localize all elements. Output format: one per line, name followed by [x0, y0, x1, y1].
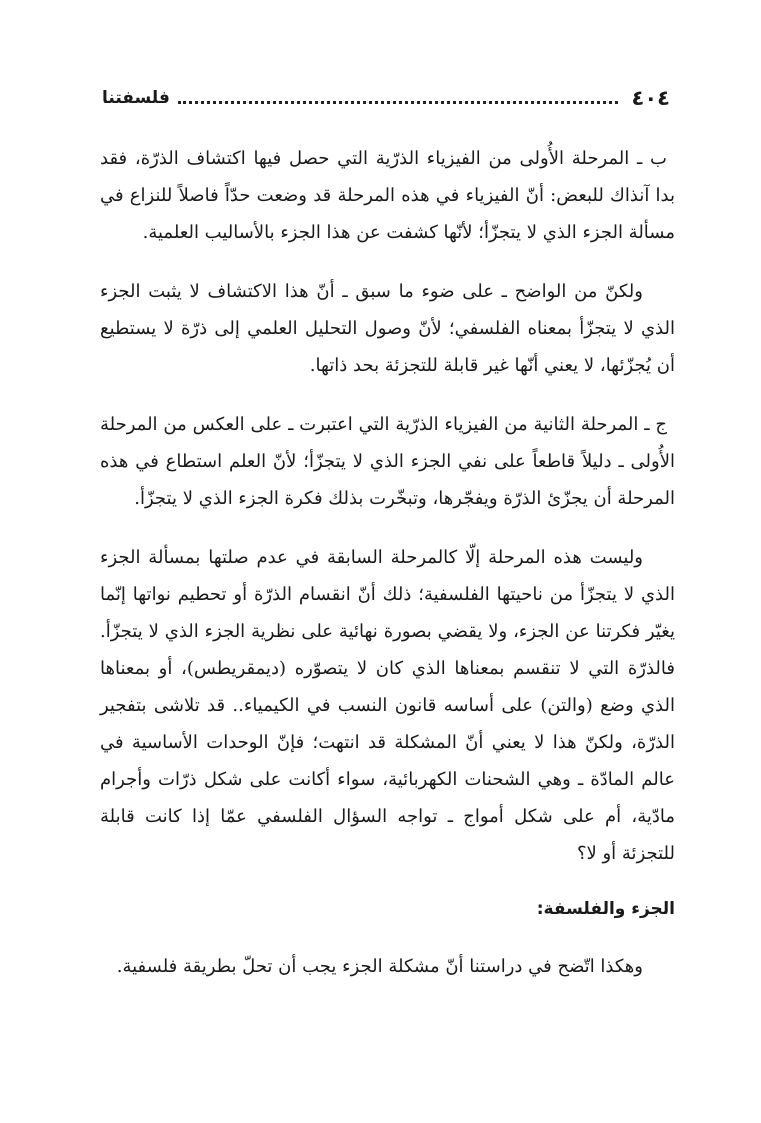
page-body — [100, 140, 675, 1007]
paragraph-discovery-note: ولكنّ من الواضح ـ على ضوء ما سبق ـ أنّ هذا الاكتشاف لا يثبت الجزء الذي لا يتجزّأ بمعناه الفلسفي؛ لأنّ وصول التحليل العلمي إلى ذرّة لا يستطيع أن يُجزّئها، لا يعني أنّها غير قابلة للتجزئة بحد ذاتها. — [100, 281, 675, 376]
page-number: ٤٠٤ — [631, 86, 670, 110]
paragraph-stage-two: ج ـ المرحلة الثانية من الفيزياء الذرّية التي اعتبرت ـ على العكس من المرحلة الأُولى ـ دليلاً قاطعاً على نفي الجزء الذي لا يتجزّأ؛ لأنّ العلم استطاع في هذه المرحلة أن يجزّئ الذرّة ويفجّرها، وتبخّرت بذلك فكرة الجزء الذي لا يتجزّأ. — [100, 414, 675, 509]
paragraph-stage-one: ب ـ المرحلة الأُولى من الفيزياء الذرّية التي حصل فيها اكتشاف الذرّة، فقد بدا آنذاك للبعض: أنّ الفيزياء في هذه المرحلة قد وضعت حدّاً فاصلاً للنزاع في مسألة الجزء الذي لا يتجزّأ؛ لأنّها كشفت عن هذا الجزء بالأساليب العلمية. — [100, 148, 675, 243]
paragraph-atom-split: وليست هذه المرحلة إلّا كالمرحلة السابقة في عدم صلتها بمسألة الجزء الذي لا يتجزّأ من ناحيتها الفلسفية؛ ذلك أنّ انقسام الذرّة أو تحطيم نواتها إنّما يغيّر فكرتنا عن الجزء، ولا يقضي بصورة نهائية على نظرية الجزء الذي لا يتجزّأ. فالذرّة التي لا تنقسم بمعناها الذي كان لا يتصوّره (ديمقريطس)، أو بمعناها الذي وضع (والتن) على أساسه قانون النسب في الكيمياء.. قد تلاشى بتفجير الذرّة، ولكنّ هذا لا يعني أنّ المشكلة قد انتهت؛ فإنّ الوحدات الأساسية في عالم المادّة ـ وهي الشحنات الكهربائية، سواء أكانت على شكل ذرّات وأجرام مادّية، أم على شكل أمواج ـ تواجه السؤال الفلسفي عمّا إذا كانت قابلة للتجزئة أو لا؟ — [100, 547, 675, 864]
header-dot-leader — [178, 101, 618, 104]
paragraph-conclusion: وهكذا اتّضح في دراستنا أنّ مشكلة الجزء يجب أن تحلّ بطريقة فلسفية. — [116, 956, 643, 977]
running-title: فلسفتنا — [102, 88, 170, 108]
page-header — [102, 80, 670, 116]
section-heading: الجزء والفلسفة: — [536, 899, 675, 919]
